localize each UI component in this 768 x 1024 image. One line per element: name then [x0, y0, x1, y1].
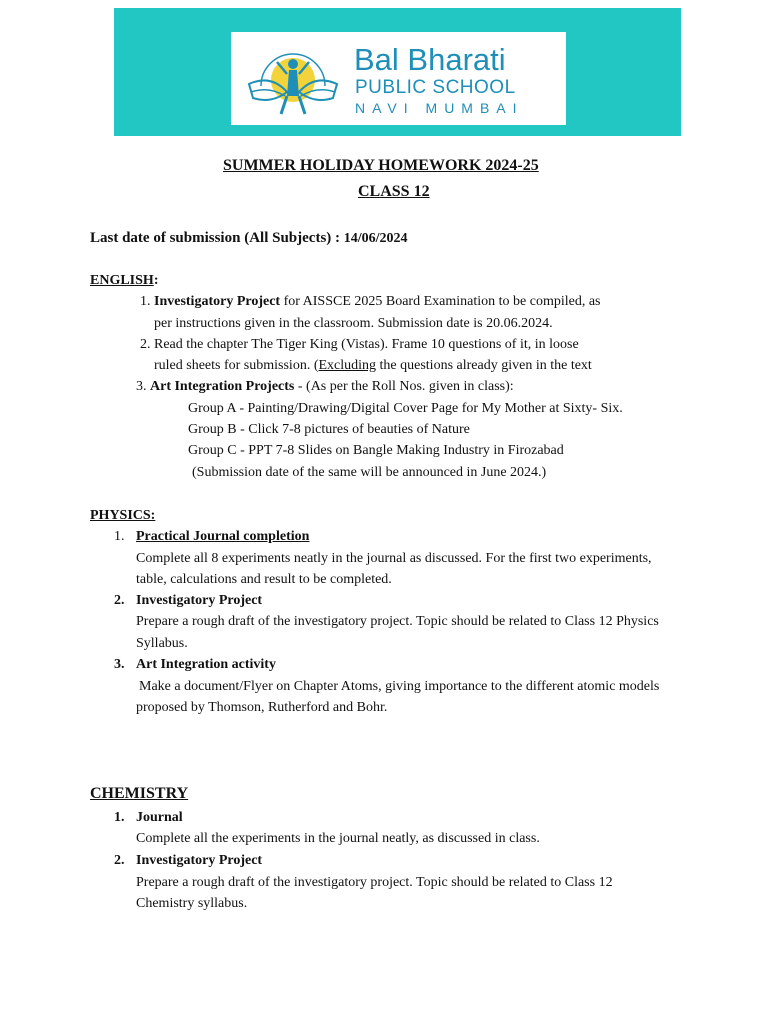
- physics-item-2-title: Investigatory Project: [136, 593, 263, 608]
- physics-heading: PHYSICS:: [90, 508, 156, 523]
- list-number: 1.: [140, 294, 151, 309]
- physics-item-2-line-2: Syllabus.: [136, 636, 188, 651]
- physics-item-1-line-2: table, calculations and result to be completed.: [136, 572, 392, 587]
- chemistry-item-1-number: 1.: [114, 810, 125, 825]
- group-b: Group B - Click 7-8 pictures of beauties of Nature: [188, 422, 470, 437]
- chemistry-item-2-line-1: Prepare a rough draft of the investigatory project. Topic should be related to Class 12: [136, 875, 613, 890]
- group-c: Group C - PPT 7-8 Slides on Bangle Making Industry in Firozabad: [188, 443, 564, 458]
- chemistry-item-1-line-1: Complete all the experiments in the journal neatly, as discussed in class.: [136, 831, 540, 846]
- deadline: [90, 229, 408, 248]
- physics-item-3-number: 3.: [114, 657, 125, 672]
- chemistry-item-2-number: 2.: [114, 853, 125, 868]
- item-text: the questions already given in the text: [376, 358, 592, 373]
- english-item-1: [140, 293, 601, 311]
- chemistry-heading: CHEMISTRY: [90, 785, 189, 802]
- english-heading-colon: :: [153, 273, 159, 288]
- page-title: SUMMER HOLIDAY HOMEWORK 2024-25: [223, 157, 539, 174]
- physics-item-2-number: 2.: [114, 593, 125, 608]
- english-item-1-line-2: per instructions given in the classroom. Submission date is 20.06.2024.: [154, 316, 553, 331]
- physics-item-3-title: Art Integration activity: [136, 657, 276, 672]
- chemistry-item-2-line-2: Chemistry syllabus.: [136, 896, 248, 911]
- submission-note: (Submission date of the same will be announced in June 2024.): [192, 465, 547, 480]
- english-heading-text: ENGLISH: [90, 273, 154, 288]
- physics-item-1-number: 1.: [114, 529, 125, 544]
- chemistry-item-1-title: Journal: [136, 810, 183, 825]
- school-location: NAVI MUMBAI: [355, 100, 524, 116]
- physics-item-1-title: Practical Journal completion: [136, 529, 310, 544]
- item-text: ruled sheets for submission. (: [154, 358, 319, 373]
- deadline-label: Last date of submission (All Subjects) :: [90, 230, 341, 246]
- item-title: Art Integration Projects: [150, 379, 295, 394]
- list-number: 2.: [140, 337, 151, 352]
- english-item-2: [140, 336, 579, 354]
- item-title: Investigatory Project: [154, 294, 281, 309]
- item-text-underlined: Excluding: [318, 358, 377, 373]
- item-text: - (As per the Roll Nos. given in class):: [294, 379, 514, 394]
- physics-item-2-line-1: Prepare a rough draft of the investigatory project. Topic should be related to Class 12 Physics: [136, 614, 659, 629]
- school-type: PUBLIC SCHOOL: [355, 77, 516, 98]
- group-a: Group A - Painting/Drawing/Digital Cover Page for My Mother at Sixty- Six.: [188, 401, 623, 416]
- physics-item-1-line-1: Complete all 8 experiments neatly in the journal as discussed. For the first two experiments,: [136, 551, 652, 566]
- item-text: Read the chapter The Tiger King (Vistas). Frame 10 questions of it, in loose: [154, 337, 579, 352]
- chemistry-item-2-title: Investigatory Project: [136, 853, 263, 868]
- deadline-date: 14/06/2024: [343, 231, 408, 246]
- english-item-2-line-2: [154, 357, 592, 375]
- list-number: 3.: [136, 379, 147, 394]
- school-emblem-icon: [243, 34, 343, 122]
- school-name: Bal Bharati: [354, 42, 506, 77]
- english-item-3: [136, 378, 514, 396]
- physics-item-3-line-1: Make a document/Flyer on Chapter Atoms, giving importance to the different atomic models: [139, 679, 660, 694]
- class-title: CLASS 12: [358, 183, 430, 200]
- english-heading: [90, 272, 158, 290]
- item-text: for AISSCE 2025 Board Examination to be compiled, as: [280, 294, 601, 309]
- school-logo: [231, 32, 566, 125]
- physics-item-3-line-2: proposed by Thomson, Rutherford and Bohr.: [136, 700, 388, 715]
